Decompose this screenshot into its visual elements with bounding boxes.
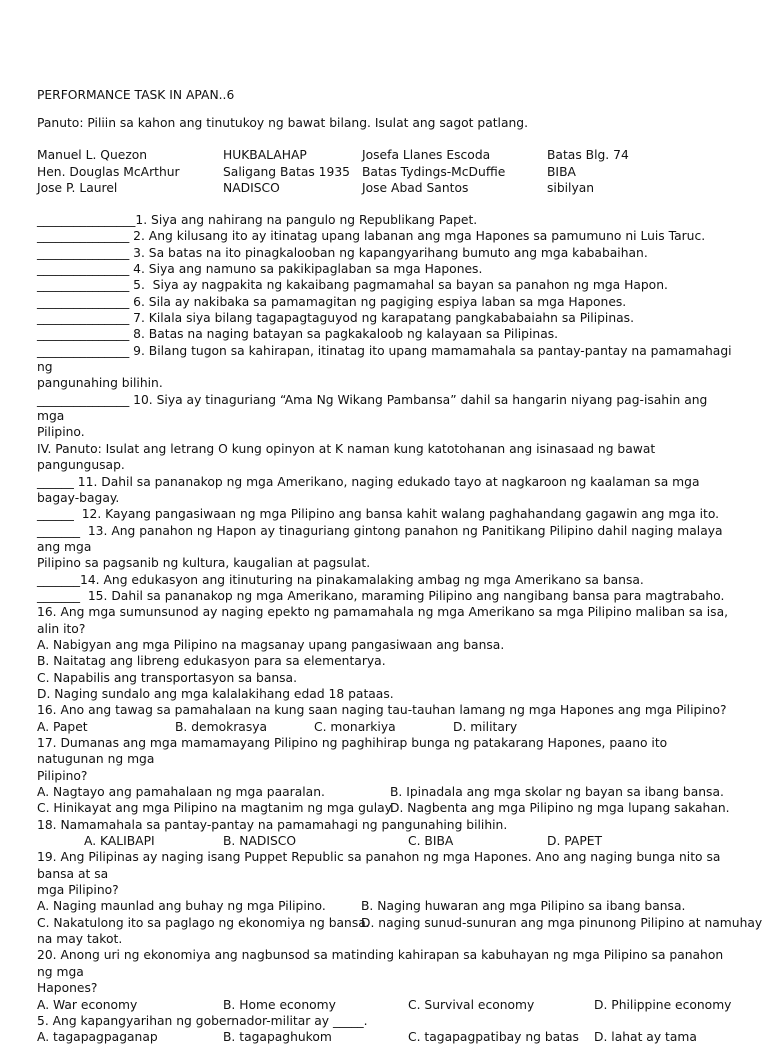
text-line: _______________ 6. Sila ay nakibaka sa pamamagitan ng pagiging espiya laban sa mga Hapones.: [37, 294, 627, 309]
answer-option: C. monarkiya: [314, 719, 396, 734]
answer-option: D. PAPET: [547, 834, 603, 849]
worksheet-title: PERFORMANCE TASK IN APAN..6: [37, 88, 235, 102]
text-line: IV. Panuto: Isulat ang letrang O kung opinyon at K naman kung katotohanan ang isinasaad ng bawat pangungusap.: [37, 441, 660, 473]
answer-option: D. Nagbenta ang mga Pilipino ng mga lupang sakahan.: [390, 801, 730, 816]
answer-option: D. military: [453, 719, 518, 734]
answer-option: B. NADISCO: [223, 834, 297, 849]
answer-options-row: [37, 1029, 737, 1045]
choice-item: Hen. Douglas McArthur: [37, 164, 180, 179]
answer-options-row: [37, 800, 737, 816]
answer-option: D. lahat ay tama: [594, 1030, 697, 1045]
text-line: ______ 12. Kayang pangasiwaan ng mga Pilipino ang bansa kahit walang paghahandang gagawin ang mga ito.: [37, 507, 720, 522]
answer-options-row: [37, 915, 763, 931]
text-line: pangunahing bilihin.: [37, 376, 163, 391]
choice-item: HUKBALAHAP: [223, 148, 307, 162]
text-line: 16. Ano ang tawag sa pamahalaan na kung saan naging tau-tauhan lamang ng mga Hapones ang mga Pilipino?: [37, 703, 727, 718]
answer-option: A. Nagtayo ang pamahalaan ng mga paaralan.: [37, 785, 325, 800]
text-line: 17. Dumanas ang mga mamamayang Pilipino ng paghihirap bunga ng patakarang Hapones, paano ito natugunan ng mga: [37, 736, 672, 767]
choice-row: [37, 165, 737, 182]
choice-item: Manuel L. Quezon: [37, 148, 148, 162]
text-line: _______14. Ang edukasyon ang itinuturing na pinakamalaking ambag ng mga Amerikano sa bansa.: [37, 572, 644, 587]
answer-option: D. naging sunud-sunuran ang mga pinunong Pilipino at namuhay: [361, 915, 763, 930]
answer-option: C. Survival economy: [408, 997, 535, 1012]
answer-option: D. Philippine economy: [594, 997, 732, 1012]
text-line: 16. Ang mga sumunsunod ay naging epekto ng pamamahala ng mga Amerikano sa mga Pilipino maliban sa isa, alin ito?: [37, 605, 732, 636]
choice-item: BIBA: [547, 164, 576, 179]
answer-option: A. KALIBAPI: [84, 834, 155, 849]
choice-box: [37, 148, 737, 198]
choice-item: sibilyan: [547, 181, 595, 195]
text-line: D. Naging sundalo ang mga kalalakihang edad 18 pataas.: [37, 686, 394, 701]
text-line: _______________ 9. Bilang tugon sa kahirapan, itinatag ito upang mamamahala sa pantay-pantay na pamamahagi ng: [37, 343, 736, 375]
text-line: _______________ 7. Kilala siya bilang tagapagtaguyod ng karapatang pangkababaiahn sa Pilipinas.: [37, 311, 634, 326]
text-line: Pilipino.: [37, 425, 85, 440]
text-line: _______________ 5. Siya ay nagpakita ng kakaibang pagmamahal sa bayan sa panahon ng mga Hapon.: [37, 278, 668, 293]
text-line: B. Naitatag ang libreng edukasyon para sa elementarya.: [37, 654, 386, 669]
answer-option: B. Ipinadala ang mga skolar ng bayan sa ibang bansa.: [390, 785, 724, 800]
answer-option: A. War economy: [37, 997, 138, 1012]
answer-option: A. tagapagpaganap: [37, 1030, 158, 1045]
answer-option: B. Home economy: [223, 997, 336, 1012]
choice-item: Jose Abad Santos: [362, 181, 469, 195]
text-line: _______________ 2. Ang kilusang ito ay itinatag upang labanan ang mga Hapones sa pamumuno ni Luis Taruc.: [37, 229, 706, 244]
choice-item: Saligang Batas 1935: [223, 164, 350, 179]
answer-option: A. Naging maunlad ang buhay ng mga Pilipino.: [37, 899, 326, 914]
choice-row: [37, 181, 737, 198]
text-line: mga Pilipino?: [37, 883, 119, 898]
choice-item: Batas Tydings-McDuffie: [362, 164, 506, 179]
text-line: 20. Anong uri ng ekonomiya ang nagbunsod sa matinding kahirapan sa kabuhayan ng mga Pilipino sa panahon ng mga: [37, 948, 728, 979]
choice-item: Batas Blg. 74: [547, 148, 629, 162]
text-line: 18. Namamahala sa pantay-pantay na pamamahagi ng pangunahing bilihin.: [37, 817, 508, 832]
text-line: _______________ 4. Siya ang namuno sa pakikipaglaban sa mga Hapones.: [37, 262, 483, 277]
choice-row: [37, 148, 737, 165]
text-line: _______ 15. Dahil sa pananakop ng mga Amerikano, maraming Pilipino ang nangibang bansa para magtrabaho.: [37, 588, 725, 603]
choice-item: Josefa Llanes Escoda: [362, 148, 491, 162]
text-line: 19. Ang Pilipinas ay naging isang Puppet Republic sa panahon ng mga Hapones. Ano ang naging bunga nito sa bansa at sa: [37, 850, 725, 881]
text-line: _______ 13. Ang panahon ng Hapon ay tinaguriang gintong panahon ng Panitikang Pilipino dahil naging malaya ang mga: [37, 523, 727, 554]
answer-options-row: [37, 997, 737, 1013]
text-line: C. Napabilis ang transportasyon sa bansa.: [37, 670, 297, 685]
text-line: _______________ 10. Siya ay tinaguriang “Ama Ng Wikang Pambansa” dahil sa hangarin niyang pag-isahin ang mga: [37, 392, 712, 424]
answer-option: C. BIBA: [408, 834, 454, 849]
answer-options-row: [37, 833, 737, 849]
answer-options-row: [37, 898, 737, 914]
answer-option: B. tagapaghukom: [223, 1030, 332, 1045]
text-line: _______________ 3. Sa batas na ito pinagkalooban ng kapangyarihang bumuto ang mga kababaihan.: [37, 245, 648, 260]
answer-option: C. tagapagpatibay ng batas: [408, 1030, 579, 1045]
text-line: _______________ 8. Batas na naging batayan sa pagkakaloob ng kalayaan sa Pilipinas.: [37, 327, 559, 342]
answer-option: B. demokrasya: [175, 719, 268, 734]
text-line: na may takot.: [37, 932, 123, 947]
text-line: ______ 11. Dahil sa pananakop ng mga Amerikano, naging edukado tayo at nagkaroon ng kaalaman sa mga bagay-bagay.: [37, 474, 704, 505]
answer-option: A. Papet: [37, 719, 88, 734]
answer-options-row: [37, 719, 737, 735]
answer-options-row: [37, 784, 737, 800]
answer-option: C. Nakatulong ito sa paglago ng ekonomiya ng bansa.: [37, 915, 370, 930]
text-line: ________________1. Siya ang nahirang na pangulo ng Republikang Papet.: [37, 213, 478, 227]
directions-text: Panuto: Piliin sa kahon ang tinutukoy ng bawat bilang. Isulat ang sagot patlang.: [37, 116, 529, 130]
text-line: 5. Ang kapangyarihan ng gobernador-militar ay _____.: [37, 1013, 368, 1028]
text-line: Pilipino?: [37, 768, 88, 783]
text-line: A. Nabigyan ang mga Pilipino na magsanay upang pangasiwaan ang bansa.: [37, 637, 505, 652]
questions-section: [37, 212, 763, 1046]
text-line: Hapones?: [37, 981, 98, 996]
answer-option: B. Naging huwaran ang mga Pilipino sa ibang bansa.: [361, 899, 686, 914]
choice-item: NADISCO: [223, 181, 280, 195]
choice-item: Jose P. Laurel: [37, 181, 118, 195]
answer-option: C. Hinikayat ang mga Pilipino na magtanim ng mga gulay.: [37, 801, 395, 816]
text-line: Pilipino sa pagsanib ng kultura, kaugalian at pagsulat.: [37, 556, 371, 571]
